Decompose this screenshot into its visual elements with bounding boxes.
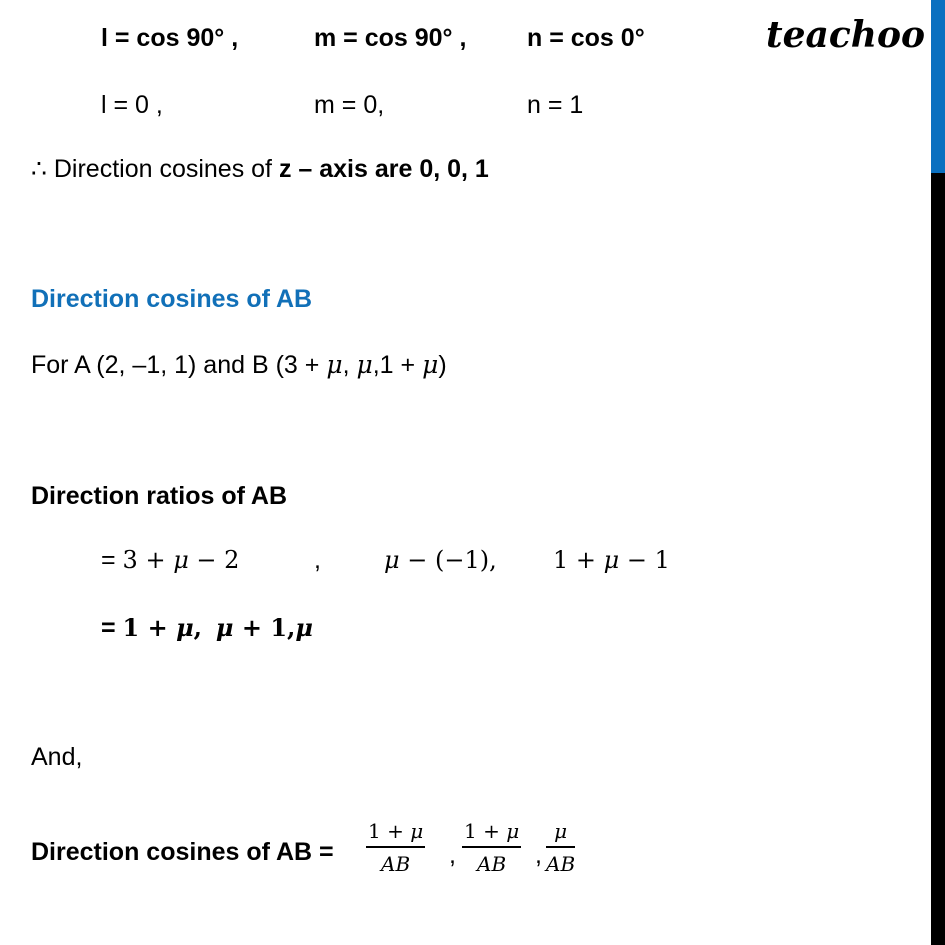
z-axis-conclusion: [31, 157, 489, 182]
slide-side-bar: [931, 0, 945, 945]
fraction-2: [462, 819, 521, 876]
comma: ,: [287, 613, 296, 642]
mu-symbol: μ: [384, 546, 400, 574]
math-term: − 2: [188, 546, 240, 574]
mu-symbol: μ: [295, 613, 313, 642]
math-term: 1 +: [122, 613, 177, 642]
accent-bar: [931, 0, 945, 173]
numerator: [546, 819, 575, 848]
m-value: m = 0,: [314, 91, 385, 119]
math-term: 1 +: [553, 546, 604, 574]
ratio-step1-z: [553, 548, 670, 573]
math-term: 3 +: [122, 546, 174, 574]
numerator: [462, 819, 521, 848]
comma: ,: [449, 841, 456, 869]
n-cos-0: n = cos 0°: [527, 24, 645, 52]
ratio-step1-y: [384, 548, 497, 573]
ratio-step2: [101, 613, 313, 642]
mu-symbol: μ: [410, 819, 424, 843]
section-heading: Direction cosines of AB: [31, 285, 313, 313]
math-term: + 1: [233, 613, 288, 642]
numerator: [366, 819, 425, 848]
fraction-1: [366, 819, 425, 876]
math-term: − (−1),: [399, 546, 497, 574]
mu-symbol: μ: [173, 546, 189, 574]
math-term: − 1: [619, 546, 670, 574]
equals-sign: =: [101, 546, 123, 574]
ratio-step1-x: [101, 548, 239, 573]
l-cos-90: l = cos 90° ,: [101, 24, 239, 52]
n-value: n = 1: [527, 91, 584, 119]
mu-symbol: μ: [506, 819, 520, 843]
denominator: AB: [546, 852, 576, 876]
fraction-3: [546, 819, 575, 876]
conclusion-prefix: ∴ Direction cosines of: [31, 155, 279, 183]
mu-symbol: μ: [603, 546, 620, 574]
comma: ,: [535, 841, 542, 869]
mu-symbol: μ: [215, 613, 234, 642]
equals-sign: =: [101, 614, 123, 642]
points-suffix: ): [438, 351, 447, 379]
num-term: 1 +: [464, 819, 507, 843]
l-value: l = 0 ,: [101, 91, 163, 119]
comma: ,: [193, 613, 203, 642]
denominator: AB: [477, 852, 507, 876]
denominator: AB: [381, 852, 411, 876]
cosines-label: Direction cosines of AB =: [31, 838, 334, 866]
points-line: [31, 352, 447, 378]
teachoo-logo: teachoo: [766, 14, 925, 56]
mu-symbol: μ: [422, 350, 439, 379]
separator: ,: [342, 351, 357, 379]
mu-symbol: μ: [554, 819, 568, 843]
conclusion-bold: z – axis are 0, 0, 1: [278, 155, 489, 183]
mu-symbol: μ: [176, 613, 194, 642]
mu-symbol: μ: [326, 350, 343, 379]
separator: ,1 +: [372, 351, 423, 379]
and-text: And,: [31, 743, 83, 771]
m-cos-90: m = cos 90° ,: [314, 24, 467, 52]
ratio-comma: ,: [314, 546, 321, 574]
points-prefix: For A (2, –1, 1) and B (3 +: [31, 351, 327, 379]
num-term: 1 +: [368, 819, 411, 843]
mu-symbol: μ: [356, 350, 373, 379]
ratios-heading: Direction ratios of AB: [31, 482, 288, 510]
